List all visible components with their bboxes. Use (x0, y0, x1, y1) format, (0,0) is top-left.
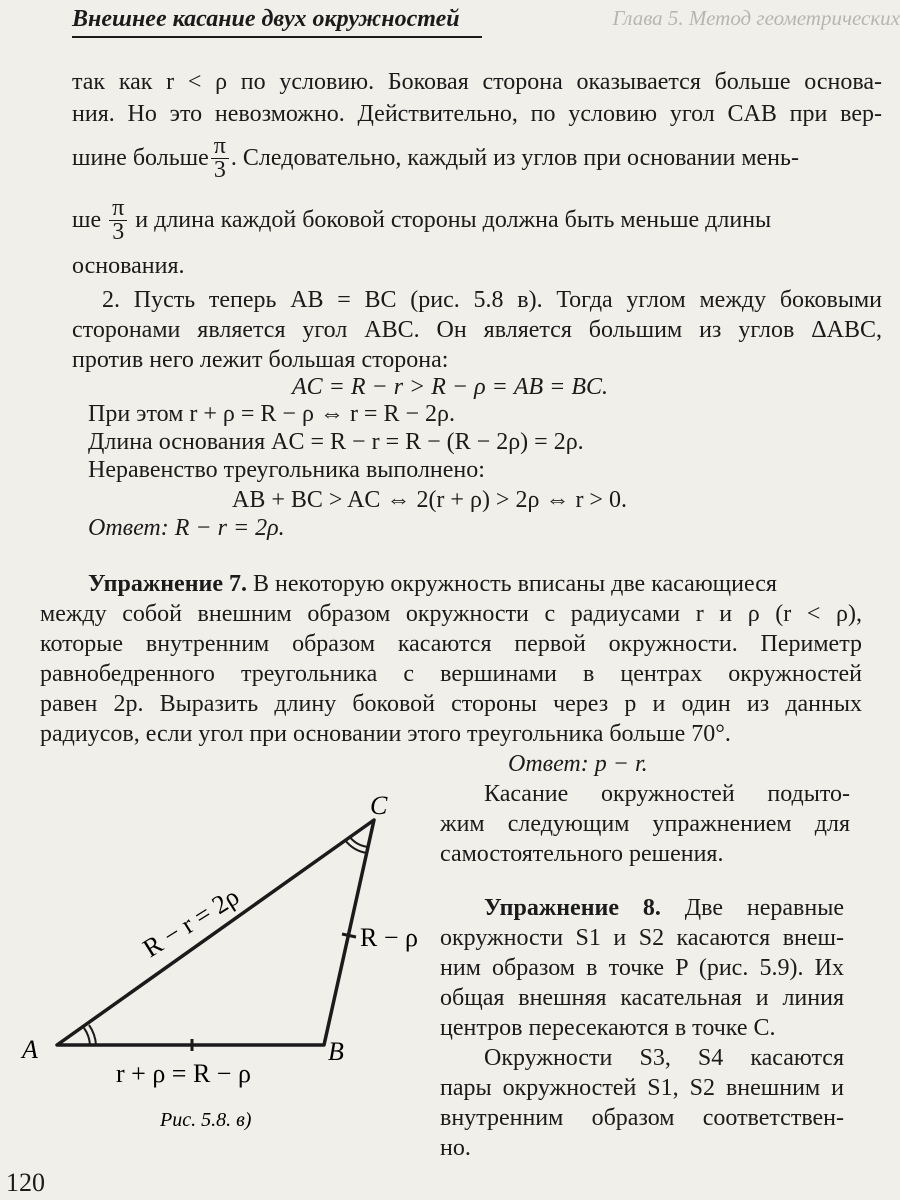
para1-line4b: и длина каждой боковой стороны должна быть меньше длины (135, 206, 772, 233)
fraction-pi-over-3 (211, 132, 229, 183)
para2-line3: против него лежит большая сторона: (72, 347, 449, 373)
exercise8-line5: центров пересекаются в точке C. (440, 1015, 776, 1041)
para2-line1: 2. Пусть теперь AB = BC (рис. 5.8 в). Тогда углом между боковыми (102, 287, 882, 313)
para1-line1: так как r < ρ по условию. Боковая сторона оказывается больше основа- (72, 69, 882, 95)
exercise8-line1-text: Две неравные (684, 895, 844, 921)
equation-1: AC = R − r > R − ρ = AB = BC. (292, 374, 609, 400)
exercise8-label: Упражнение 8. (484, 895, 661, 921)
running-header: Внешнее касание двух окружностей (72, 6, 482, 38)
exercise8-line3: ним образом в точке P (рис. 5.9). Их (440, 955, 844, 981)
exercise8-line2: окружности S1 и S2 касаются внеш- (440, 925, 844, 951)
para1-line3 (72, 130, 882, 186)
exercise7-line3: которые внутренним образом касаются первой окружности. Периметр (40, 631, 862, 657)
vertex-c-label: C (370, 791, 388, 820)
exercise8-line9: но. (440, 1135, 471, 1161)
exercise8-line7: пары окружностей S1, S2 внешним и (440, 1075, 844, 1101)
fraction-pi-over-3-b (109, 194, 127, 245)
bleed-through-header: Глава 5. Метод геометрических (612, 6, 900, 30)
fraction-den-b: 3 (112, 218, 125, 245)
note-line3: самостоятельного решения. (440, 841, 724, 867)
para2-line2: сторонами является угол ABC. Он является большим из углов ΔABC, (72, 317, 882, 343)
note-line1: Касание окружностей подыто- (484, 781, 850, 807)
answer-1: Ответ: R − r = 2ρ. (88, 515, 285, 541)
para1-line3b: . Следовательно, каждый из углов при основании мень- (230, 144, 799, 171)
vertex-a-label: A (22, 1035, 38, 1064)
figure-5-8-triangle (12, 780, 442, 1140)
para2-line6: Неравенство треугольника выполнено: (88, 457, 485, 483)
side-ac-label: R − r = 2ρ (137, 881, 245, 964)
page-number: 120 (6, 1168, 45, 1197)
exercise7-line2: между собой внешним образом окружности с радиусами r и ρ (r < ρ), (40, 601, 862, 627)
exercise8-line4: общая внешняя касательная и линия (440, 985, 844, 1011)
exercise7-line1 (88, 570, 777, 599)
exercise7-line4: равнобедренного треугольника с вершинами в центрах окружностей (40, 661, 862, 687)
fraction-num-b: π (109, 197, 127, 221)
side-ab-label: r + ρ = R − ρ (116, 1059, 251, 1088)
exercise7-line6: радиусов, если угол при основании этого треугольника больше 70°. (40, 721, 731, 747)
figure-caption: Рис. 5.8. в) (160, 1109, 252, 1131)
vertex-b-label: B (328, 1037, 344, 1066)
para1-line5: основания. (72, 253, 185, 279)
exercise8-line8: внутренним образом соответствен- (440, 1105, 844, 1131)
fraction-num: π (211, 135, 229, 159)
angle-arc-a (84, 1028, 90, 1045)
triangle-abc (57, 820, 374, 1045)
para1-line4a: ше (72, 206, 102, 233)
side-bc-label: R − ρ (360, 923, 418, 952)
answer-2: Ответ: p − r. (508, 751, 648, 777)
fraction-den: 3 (213, 156, 226, 183)
exercise7-line5: равен 2p. Выразить длину боковой стороны через p и один из данных (40, 691, 862, 717)
exercise8-line1 (484, 894, 844, 923)
para1-line4 (72, 192, 882, 248)
para2-line5: Длина основания AC = R − r = R − (R − 2ρ) = 2ρ. (88, 429, 584, 455)
note-line2: жим следующим упражнением для (440, 811, 850, 837)
exercise7-label: Упражнение 7. (88, 571, 248, 597)
para1-line2: ния. Но это невозможно. Действительно, по условию угол CAB при вер- (72, 101, 882, 127)
exercise7-line1-text: В некоторую окружность вписаны две касающиеся (253, 571, 777, 597)
exercise8-line6: Окружности S3, S4 касаются (484, 1045, 844, 1071)
tick-bc (342, 934, 356, 937)
para1-line3a: шине больше (72, 144, 209, 171)
equation-2: AB + BC > AC ⇔ 2(r + ρ) > 2ρ ⇔ r > 0. (232, 487, 627, 513)
para2-line4: При этом r + ρ = R − ρ ⇔ r = R − 2ρ. (88, 401, 455, 427)
